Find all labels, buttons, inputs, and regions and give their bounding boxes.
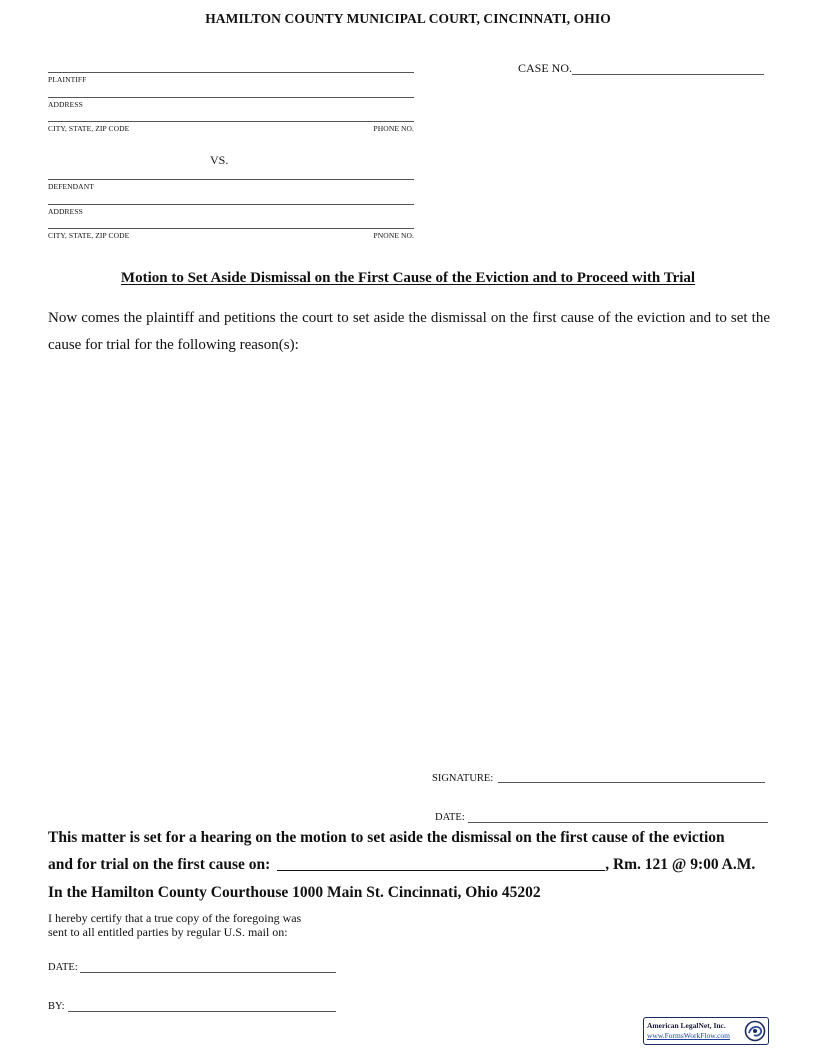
hearing-line-2 xyxy=(48,856,770,874)
defendant-address-line[interactable] xyxy=(48,204,414,205)
reasons-area[interactable] xyxy=(48,365,770,755)
signature-label: SIGNATURE: xyxy=(432,773,494,784)
motion-title: Motion to Set Aside Dismissal on the First Cause of the Eviction and to Proceed with Trial xyxy=(120,270,696,286)
plaintiff-city-label: CITY, STATE, ZIP CODE xyxy=(48,124,130,133)
versus-label: VS. xyxy=(210,153,229,167)
certificate-date-line[interactable] xyxy=(80,972,336,973)
certificate-text xyxy=(48,911,348,939)
defendant-line[interactable] xyxy=(48,179,414,180)
defendant-city-line[interactable] xyxy=(48,228,414,229)
signature-date-line[interactable] xyxy=(468,822,768,823)
hearing-date-prefix: and for trial on the first cause on: xyxy=(48,856,271,873)
signature-date-label: DATE: xyxy=(435,812,465,823)
court-title: HAMILTON COUNTY MUNICIPAL COURT, CINCINNATI, OHIO xyxy=(205,11,611,26)
plaintiff-phone-label: PHONE NO. xyxy=(373,124,414,133)
plaintiff-city-line[interactable] xyxy=(48,121,414,122)
signature-line[interactable] xyxy=(498,782,765,783)
certificate-text-line-1: I hereby certify that a true copy of the foregoing was xyxy=(48,911,302,925)
certificate-by-line[interactable] xyxy=(68,1011,336,1012)
plaintiff-address-label: ADDRESS xyxy=(48,100,83,109)
american-legalnet-logo[interactable] xyxy=(643,1017,769,1045)
certificate-by-label: BY: xyxy=(48,1001,65,1012)
plaintiff-label: PLAINTIFF xyxy=(48,75,87,84)
logo-company-name: American LegalNet, Inc. xyxy=(647,1021,726,1030)
certificate-text-line-2: sent to all entitled parties by regular U.S. mail on: xyxy=(48,925,288,939)
plaintiff-address-line[interactable] xyxy=(48,97,414,98)
hearing-location: In the Hamilton County Courthouse 1000 Main St. Cincinnati, Ohio 45202 xyxy=(48,884,541,901)
defendant-address-label: ADDRESS xyxy=(48,207,83,216)
case-number-line[interactable] xyxy=(572,74,764,75)
hearing-room-time: , Rm. 121 @ 9:00 A.M. xyxy=(605,856,756,873)
certificate-date-label: DATE: xyxy=(48,962,78,973)
logo-url[interactable]: www.FormsWorkFlow.com xyxy=(647,1031,731,1040)
case-number-label: CASE NO. xyxy=(518,61,573,75)
logo-swirl-icon xyxy=(744,1020,766,1042)
motion-body: Now comes the plaintiff and petitions the court to set aside the dismissal on the first cause of the eviction and to set the cause for trial for the following reason(s): xyxy=(48,310,770,353)
hearing-date-line[interactable] xyxy=(277,856,605,871)
defendant-phone-label: PNONE NO. xyxy=(373,231,414,240)
defendant-city-label: CITY, STATE, ZIP CODE xyxy=(48,231,130,240)
hearing-line-1: This matter is set for a hearing on the motion to set aside the dismissal on the first cause of the eviction xyxy=(48,829,725,846)
plaintiff-line[interactable] xyxy=(48,72,414,73)
defendant-label: DEFENDANT xyxy=(48,182,94,191)
